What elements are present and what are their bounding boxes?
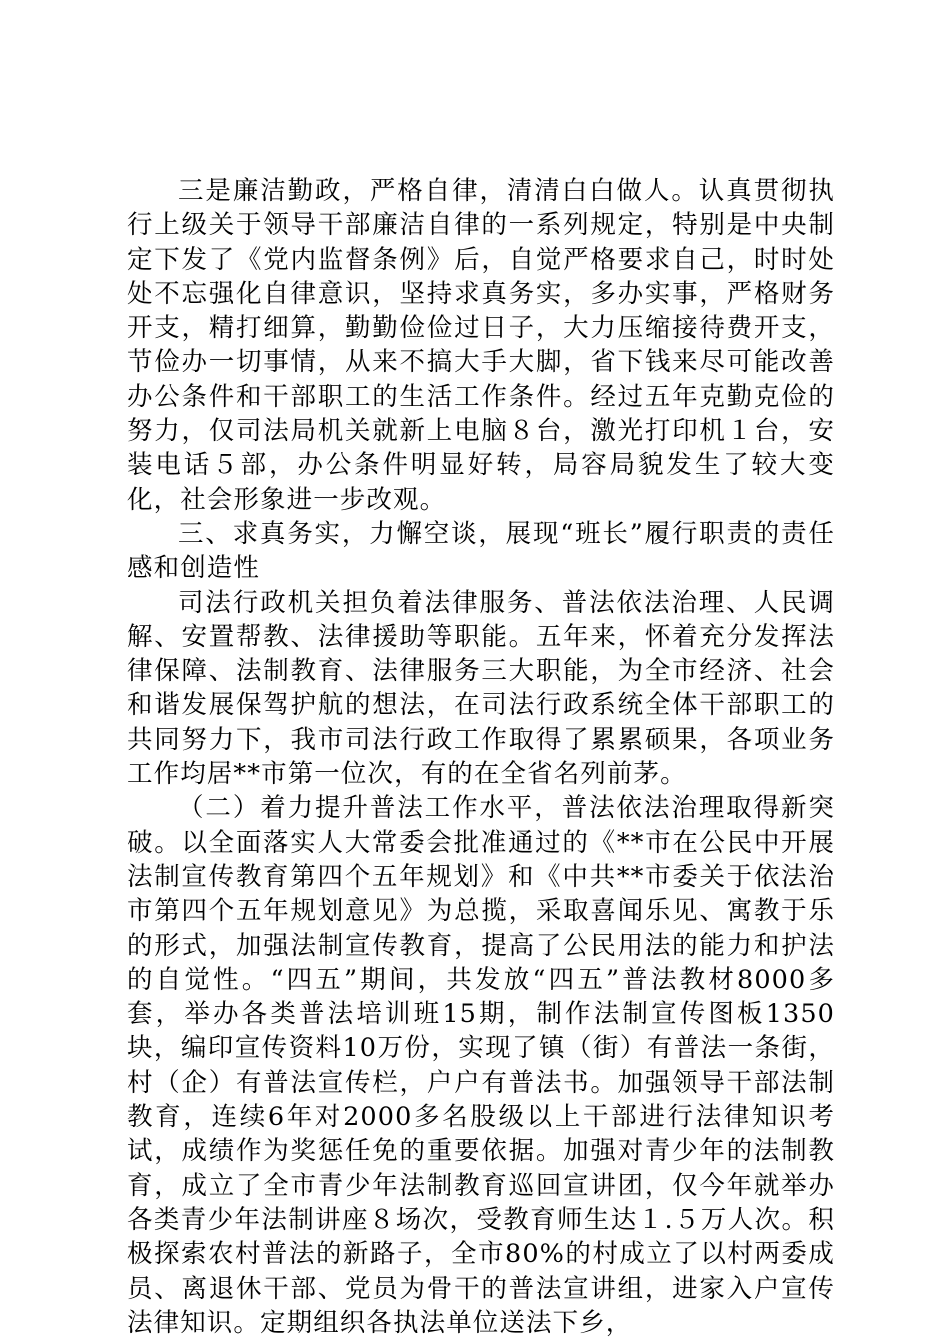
document-body <box>127 174 835 1340</box>
paragraph-judicial-functions: 司法行政机关担负着法律服务、普法依法治理、人民调解、安置帮教、法律援助等职能。五年来，怀着充分发挥法律保障、法制教育、法律服务三大职能，为全市经济、社会和谐发展保驾护航的想法，在司法行政系统全体干部职工的共同努力下，我市司法行政工作取得了累累硕果，各项业务工作均居**市第一位次，有的在全省名列前茅。 <box>127 587 835 790</box>
paragraph-clean-governance: 三是廉洁勤政，严格自律，清清白白做人。认真贯彻执行上级关于领导干部廉洁自律的一系列规定，特别是中央制定下发了《党内监督条例》后，自觉严格要求自己，时时处处不忘强化自律意识，坚持求真务实，多办实事，严格财务开支，精打细算，勤勤俭俭过日子，大力压缩接待费开支，节俭办一切事情，从来不搞大手大脚，省下钱来尽可能改善办公条件和干部职工的生活工作条件。经过五年克勤克俭的努力，仅司法局机关就新上电脑８台，激光打印机１台，安装电话５部，办公条件明显好转，局容局貌发生了较大变化，社会形象进一步改观。 <box>127 176 835 515</box>
paragraph-legal-education: （二）着力提升普法工作水平，普法依法治理取得新突破。以全面落实人大常委会批准通过的《**市在公民中开展法制宣传教育第四个五年规划》和《中共**市委关于依法治市第四个五年规划意见》为总揽，采取喜闻乐见、寓教于乐的形式，加强法制宣传教育，提高了公民用法的能力和护法的自觉性。“四五”期间，共发放“四五”普法教材8000多套，举办各类普法培训班15期，制作法制宣传图板1350块，编印宣传资料10万份，实现了镇（街）有普法一条街，村（企）有普法宣传栏，户户有普法书。加强领导干部法制教育，连续6年对2000多名股级以上干部进行法律知识考试，成绩作为奖惩任免的重要依据。加强对青少年的法制教育，成立了全市青少年法制教育巡回宣讲团，仅今年就举办各类青少年法制讲座８场次，受教育师生达１.５万人次。积极探索农村普法的新路子，全市80%的村成立了以村两委成员、离退休干部、党员为骨干的普法宣讲组，进家入户宣传法律知识。定期组织各执法单位送法下乡， <box>127 793 835 1338</box>
section-heading-three: 三、求真务实，力懈空谈，展现“班长”履行职责的责任感和创造性 <box>127 518 835 584</box>
